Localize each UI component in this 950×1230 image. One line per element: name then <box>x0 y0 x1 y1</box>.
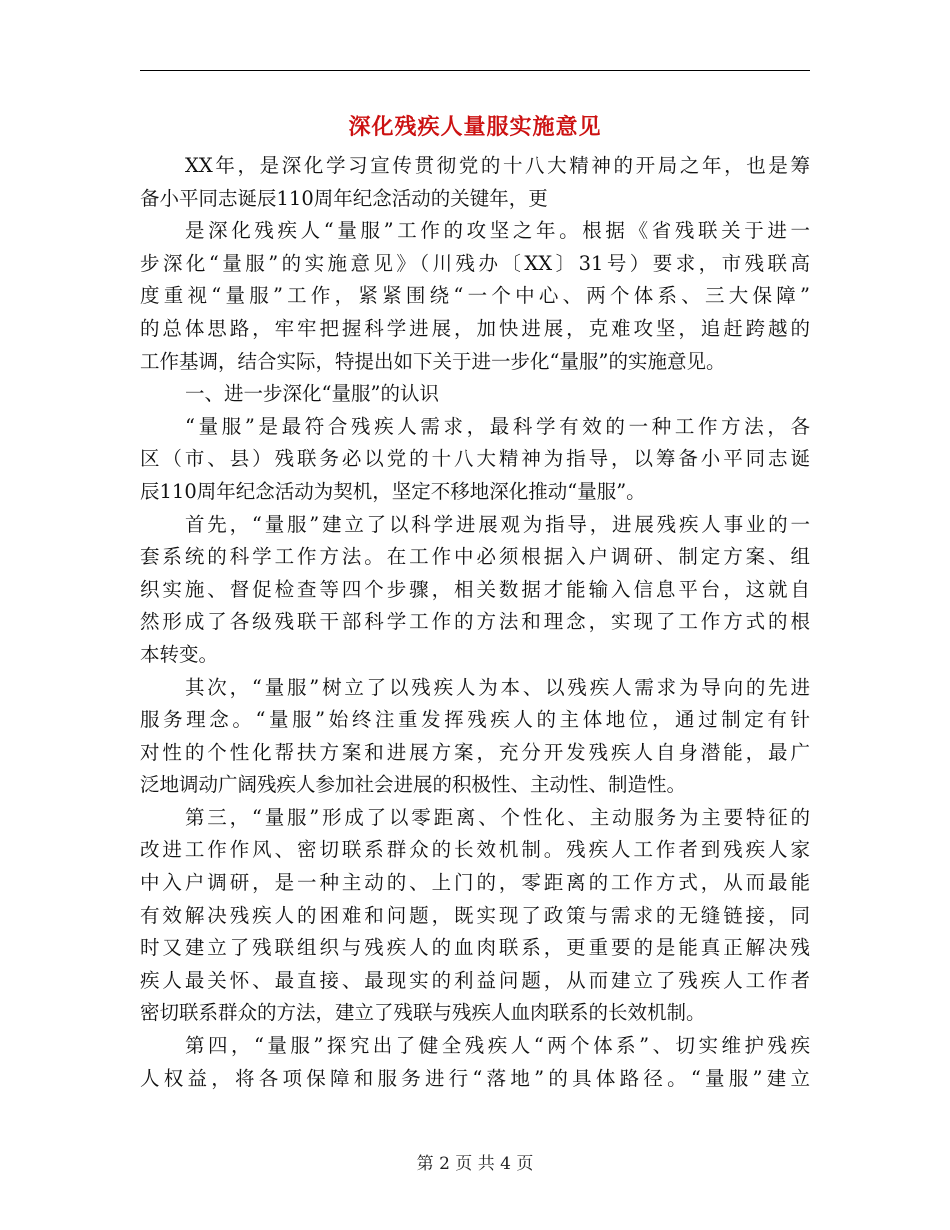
text-line: 度重视“量服”工作，紧紧围绕“一个中心、两个体系、三大保障” <box>140 284 810 308</box>
text-line: XX年，是深化学习宣传贯彻党的十八大精神的开局之年，也是筹 <box>185 154 810 177</box>
text-line: 其次，“量服”树立了以残疾人为本、以残疾人需求为导向的先进 <box>185 675 810 699</box>
text-line: 改进工作作风、密切联系群众的长效机制。残疾人工作者到残疾人家 <box>140 838 810 862</box>
text-line: 备小平同志诞辰110周年纪念活动的关键年，更 <box>140 186 548 210</box>
document-title: 深化残疾人量服实施意见 <box>348 114 602 140</box>
document-body <box>140 150 810 1095</box>
text-line: 织实施、督促检查等四个步骤，相关数据才能输入信息平台，这就自 <box>140 577 810 601</box>
text-line: 人权益，将各项保障和服务进行“落地”的具体路径。“量服”建立 <box>140 1066 810 1090</box>
text-line: 首先，“量服”建立了以科学进展观为指导，进展残疾人事业的一 <box>185 512 810 536</box>
text-line: 区（市、县）残联务必以党的十八大精神为指导，以筹备小平同志诞 <box>140 447 810 471</box>
text-line: 第三，“量服”形成了以零距离、个性化、主动服务为主要特征的 <box>185 805 810 829</box>
text-line: 辰110周年纪念活动为契机，坚定不移地深化推动“量服”。 <box>140 479 646 503</box>
text-line: 然形成了各级残联干部科学工作的方法和理念，实现了工作方式的根 <box>140 610 810 634</box>
text-line: 中入户调研，是一种主动的、上门的，零距离的工作方式，从而最能 <box>140 871 810 895</box>
text-line: 密切联系群众的方法，建立了残联与残疾人血肉联系的长效机制。 <box>140 1001 706 1025</box>
text-line: 一、进一步深化“量服”的认识 <box>185 382 439 406</box>
text-line: 工作基调，结合实际，特提出如下关于进一步化“量服”的实施意见。 <box>140 349 726 373</box>
page-number: 第 2 页 共 4 页 <box>416 1154 534 1174</box>
text-line: 步深化“量服”的实施意见》（川残办〔XX〕31号）要求，市残联高 <box>140 251 810 275</box>
text-line: 服务理念。“量服”始终注重发挥残疾人的主体地位，通过制定有针 <box>140 708 810 732</box>
text-line: 时又建立了残联组织与残疾人的血肉联系，更重要的是能真正解决残 <box>140 936 810 960</box>
text-line: 第四，“量服”探究出了健全残疾人“两个体系”、切实维护残疾 <box>185 1034 810 1058</box>
text-line: “量服”是最符合残疾人需求，最科学有效的一种工作方法，各 <box>185 414 810 438</box>
text-line: 套系统的科学工作方法。在工作中必须根据入户调研、制定方案、组 <box>140 545 810 569</box>
text-line: 有效解决残疾人的困难和问题，既实现了政策与需求的无缝链接，同 <box>140 903 810 927</box>
header-rule <box>140 70 810 71</box>
text-line: 本转变。 <box>140 642 219 666</box>
text-line: 的总体思路，牢牢把握科学进展，加快进展，克难攻坚，追赶跨越的 <box>140 316 810 340</box>
text-line: 对性的个性化帮扶方案和进展方案，充分开发残疾人自身潜能，最广 <box>140 740 810 764</box>
text-line: 是深化残疾人“量服”工作的攻坚之年。根据《省残联关于进一 <box>185 219 810 243</box>
text-line: 泛地调动广阔残疾人参加社会进展的积极性、主动性、制造性。 <box>140 773 687 797</box>
text-line: 疾人最关怀、最直接、最现实的利益问题，从而建立了残疾人工作者 <box>140 968 810 992</box>
